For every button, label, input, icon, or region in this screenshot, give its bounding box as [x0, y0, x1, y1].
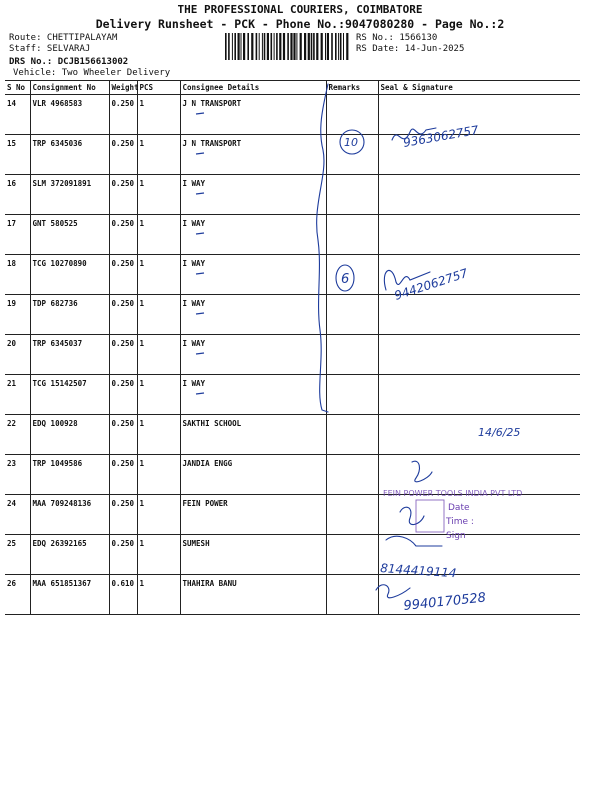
cell-weight: 0.250 — [109, 95, 137, 135]
cell-consignee — [180, 95, 326, 135]
cell-seal-signature — [378, 375, 580, 415]
barcode — [225, 33, 349, 60]
cell-sno: 22 — [5, 415, 30, 455]
stamp-sign-label: Sign — [446, 531, 466, 541]
cell-seal-signature — [378, 175, 580, 215]
cell-sno: 23 — [5, 455, 30, 495]
runsheet-table — [5, 80, 580, 615]
cell-consignment-no: SLM 372091891 — [30, 175, 109, 215]
consignee-name: I WAY — [182, 299, 206, 308]
cell-remarks — [326, 495, 378, 535]
barcode-bar — [313, 33, 315, 60]
cell-remarks — [326, 215, 378, 255]
table-row — [5, 495, 580, 535]
cell-weight: 0.250 — [109, 415, 137, 455]
barcode-bar — [321, 33, 323, 60]
cell-consignment-no: MAA 709248136 — [30, 495, 109, 535]
cell-remarks — [326, 95, 378, 135]
cell-seal-signature — [378, 295, 580, 335]
cell-consignment-no: TRP 6345037 — [30, 335, 109, 375]
barcode-bar — [287, 33, 289, 60]
table-row — [5, 95, 580, 135]
cell-pcs: 1 — [137, 215, 180, 255]
barcode-bar — [259, 33, 260, 60]
barcode-bar — [290, 33, 292, 60]
cell-pcs: 1 — [137, 375, 180, 415]
drs-label: DRS No.: DCJB156613002 — [9, 57, 129, 67]
cell-consignment-no: TRP 6345036 — [30, 135, 109, 175]
table-row — [5, 455, 580, 495]
cell-sno: 19 — [5, 295, 30, 335]
pen-tick-mark — [195, 231, 205, 237]
barcode-bar — [331, 33, 333, 60]
consignee-name: J N TRANSPORT — [182, 139, 242, 148]
barcode-bar — [335, 33, 337, 60]
barcode-bar — [241, 33, 242, 60]
barcode-bar — [262, 33, 263, 60]
signature-number-26: 9940170528 — [402, 590, 487, 614]
rs-date: RS Date: 14-Jun-2025 — [356, 44, 465, 54]
cell-weight: 0.250 — [109, 455, 137, 495]
cell-sno: 16 — [5, 175, 30, 215]
cell-remarks — [326, 335, 378, 375]
cell-remarks — [326, 415, 378, 455]
consignee-name: I WAY — [182, 179, 206, 188]
col-seal-signature: Seal & Signature — [378, 81, 580, 95]
cell-consignee — [180, 335, 326, 375]
cell-consignment-no: VLR 4968583 — [30, 95, 109, 135]
remark-text-6: 6 — [341, 272, 350, 287]
barcode-bar — [256, 33, 258, 60]
consignee-name: SAKTHI SCHOOL — [182, 419, 242, 428]
cell-seal-signature — [378, 535, 580, 575]
barcode-bar — [271, 33, 273, 60]
cell-consignee — [180, 255, 326, 295]
barcode-bar — [251, 33, 253, 60]
table-row — [5, 295, 580, 335]
cell-sno: 15 — [5, 135, 30, 175]
cell-consignee — [180, 175, 326, 215]
cell-pcs: 1 — [137, 95, 180, 135]
consignee-name: I WAY — [182, 379, 206, 388]
barcode-bar — [338, 33, 339, 60]
barcode-bar — [267, 33, 269, 60]
cell-consignment-no: EDQ 26392165 — [30, 535, 109, 575]
barcode-bar — [325, 33, 326, 60]
company-title: THE PROFESSIONAL COURIERS, COIMBATORE — [177, 3, 423, 16]
table-header-row — [5, 81, 580, 95]
route-label: Route: CHETTIPALAYAM — [9, 33, 118, 43]
barcode-bar — [304, 33, 306, 60]
cell-consignment-no: GNT 580525 — [30, 215, 109, 255]
cell-weight: 0.250 — [109, 495, 137, 535]
vehicle-label: Vehicle: Two Wheeler Delivery — [13, 68, 171, 78]
rs-number: RS No.: 1566130 — [356, 33, 438, 43]
cell-sno: 18 — [5, 255, 30, 295]
cell-remarks — [326, 375, 378, 415]
signature-number-15: 9363062757 — [402, 122, 480, 150]
pen-tick-mark — [195, 151, 205, 157]
signature-date-22: 14/6/25 — [478, 426, 521, 439]
cell-remarks — [326, 255, 378, 295]
table-row — [5, 415, 580, 455]
cell-sno: 24 — [5, 495, 30, 535]
cell-consignee — [180, 455, 326, 495]
cell-pcs: 1 — [137, 415, 180, 455]
table-row — [5, 375, 580, 415]
pen-tick-mark — [195, 271, 205, 277]
cell-sno: 26 — [5, 575, 30, 615]
cell-consignee — [180, 415, 326, 455]
cell-consignment-no: TDP 682736 — [30, 295, 109, 335]
cell-sno: 25 — [5, 535, 30, 575]
barcode-bar — [228, 33, 230, 60]
cell-weight: 0.250 — [109, 175, 137, 215]
cell-remarks — [326, 575, 378, 615]
consignee-name: J N TRANSPORT — [182, 99, 242, 108]
barcode-bar — [243, 33, 245, 60]
col-consignee: Consignee Details — [180, 81, 326, 95]
cell-seal-signature — [378, 215, 580, 255]
remark-text-10: 10 — [344, 136, 358, 149]
table-row — [5, 215, 580, 255]
barcode-bar — [316, 33, 318, 60]
barcode-bar — [283, 33, 285, 60]
barcode-bar — [340, 33, 342, 60]
cell-consignment-no: TCG 15142507 — [30, 375, 109, 415]
barcode-bar — [308, 33, 310, 60]
barcode-bar — [274, 33, 275, 60]
consignee-name: SUMESH — [182, 539, 210, 548]
signature-number-18: 9442062757 — [392, 265, 470, 303]
cell-sno: 14 — [5, 95, 30, 135]
consignee-name: THAHIRA BANU — [182, 579, 237, 588]
cell-seal-signature — [378, 495, 580, 535]
cell-remarks — [326, 535, 378, 575]
barcode-bar — [343, 33, 344, 60]
barcode-bar — [296, 33, 297, 60]
col-remarks: Remarks — [326, 81, 378, 95]
barcode-bar — [238, 33, 240, 60]
barcode-bar — [327, 33, 329, 60]
cell-seal-signature — [378, 335, 580, 375]
table-row — [5, 135, 580, 175]
cell-pcs: 1 — [137, 455, 180, 495]
consignee-name: FEIN POWER — [182, 499, 228, 508]
pen-tick-mark — [195, 311, 205, 317]
table-row — [5, 575, 580, 615]
cell-consignee — [180, 135, 326, 175]
cell-weight: 0.250 — [109, 215, 137, 255]
cell-seal-signature — [378, 455, 580, 495]
cell-consignment-no: EDQ 100928 — [30, 415, 109, 455]
consignee-name: I WAY — [182, 259, 206, 268]
table-row — [5, 175, 580, 215]
cell-sno: 20 — [5, 335, 30, 375]
cell-pcs: 1 — [137, 335, 180, 375]
cell-seal-signature — [378, 255, 580, 295]
cell-seal-signature — [378, 135, 580, 175]
cell-weight: 0.250 — [109, 535, 137, 575]
runsheet-subtitle: Delivery Runsheet - PCK - Phone No.:9047080280 - Page No.:2 — [95, 17, 505, 31]
barcode-bar — [247, 33, 249, 60]
cell-weight: 0.610 — [109, 575, 137, 615]
cell-remarks — [326, 295, 378, 335]
cell-consignment-no: TCG 10270890 — [30, 255, 109, 295]
stamp-time-label: Time : — [446, 517, 474, 527]
cell-weight: 0.250 — [109, 375, 137, 415]
cell-sno: 21 — [5, 375, 30, 415]
consignee-name: JANDIA ENGG — [182, 459, 233, 468]
cell-seal-signature — [378, 575, 580, 615]
cell-consignee — [180, 215, 326, 255]
col-consignment: Consignment No — [30, 81, 109, 95]
cell-pcs: 1 — [137, 255, 180, 295]
signature-number-25: 8144419114 — [379, 561, 457, 581]
cell-remarks — [326, 135, 378, 175]
cell-seal-signature — [378, 415, 580, 455]
barcode-bar — [234, 33, 236, 60]
table-row — [5, 535, 580, 575]
stamp-date-label: Date — [448, 503, 470, 513]
consignee-name: I WAY — [182, 219, 206, 228]
col-weight: Weight — [109, 81, 137, 95]
cell-pcs: 1 — [137, 495, 180, 535]
pen-tick-mark — [195, 351, 205, 357]
barcode-bar — [276, 33, 278, 60]
barcode-bar — [232, 33, 233, 60]
staff-label: Staff: SELVARAJ — [9, 44, 91, 54]
cell-remarks — [326, 455, 378, 495]
cell-consignee — [180, 295, 326, 335]
cell-remarks — [326, 175, 378, 215]
cell-weight: 0.250 — [109, 135, 137, 175]
barcode-bar — [311, 33, 313, 60]
barcode-bar — [300, 33, 302, 60]
cell-weight: 0.250 — [109, 335, 137, 375]
cell-consignee — [180, 375, 326, 415]
barcode-bar — [264, 33, 266, 60]
barcode-bar — [293, 33, 295, 60]
barcode-bar — [279, 33, 281, 60]
cell-consignee — [180, 495, 326, 535]
pen-tick-mark — [195, 111, 205, 117]
cell-consignee — [180, 535, 326, 575]
cell-weight: 0.250 — [109, 295, 137, 335]
table-row — [5, 255, 580, 295]
pen-tick-mark — [195, 391, 205, 397]
consignee-name: I WAY — [182, 339, 206, 348]
col-sno: S No — [5, 81, 30, 95]
barcode-bar — [225, 33, 227, 60]
cell-consignee — [180, 575, 326, 615]
table-row — [5, 335, 580, 375]
cell-pcs: 1 — [137, 535, 180, 575]
cell-sno: 17 — [5, 215, 30, 255]
cell-pcs: 1 — [137, 175, 180, 215]
cell-consignment-no: TRP 1049586 — [30, 455, 109, 495]
stamp-company-line: FEIN POWER TOOLS INDIA PVT LTD — [383, 489, 523, 498]
pen-tick-mark — [195, 191, 205, 197]
col-pcs: PCS — [137, 81, 180, 95]
cell-consignment-no: MAA 651851367 — [30, 575, 109, 615]
barcode-bar — [346, 33, 348, 60]
cell-pcs: 1 — [137, 575, 180, 615]
cell-weight: 0.250 — [109, 255, 137, 295]
cell-seal-signature — [378, 95, 580, 135]
cell-pcs: 1 — [137, 295, 180, 335]
cell-pcs: 1 — [137, 135, 180, 175]
